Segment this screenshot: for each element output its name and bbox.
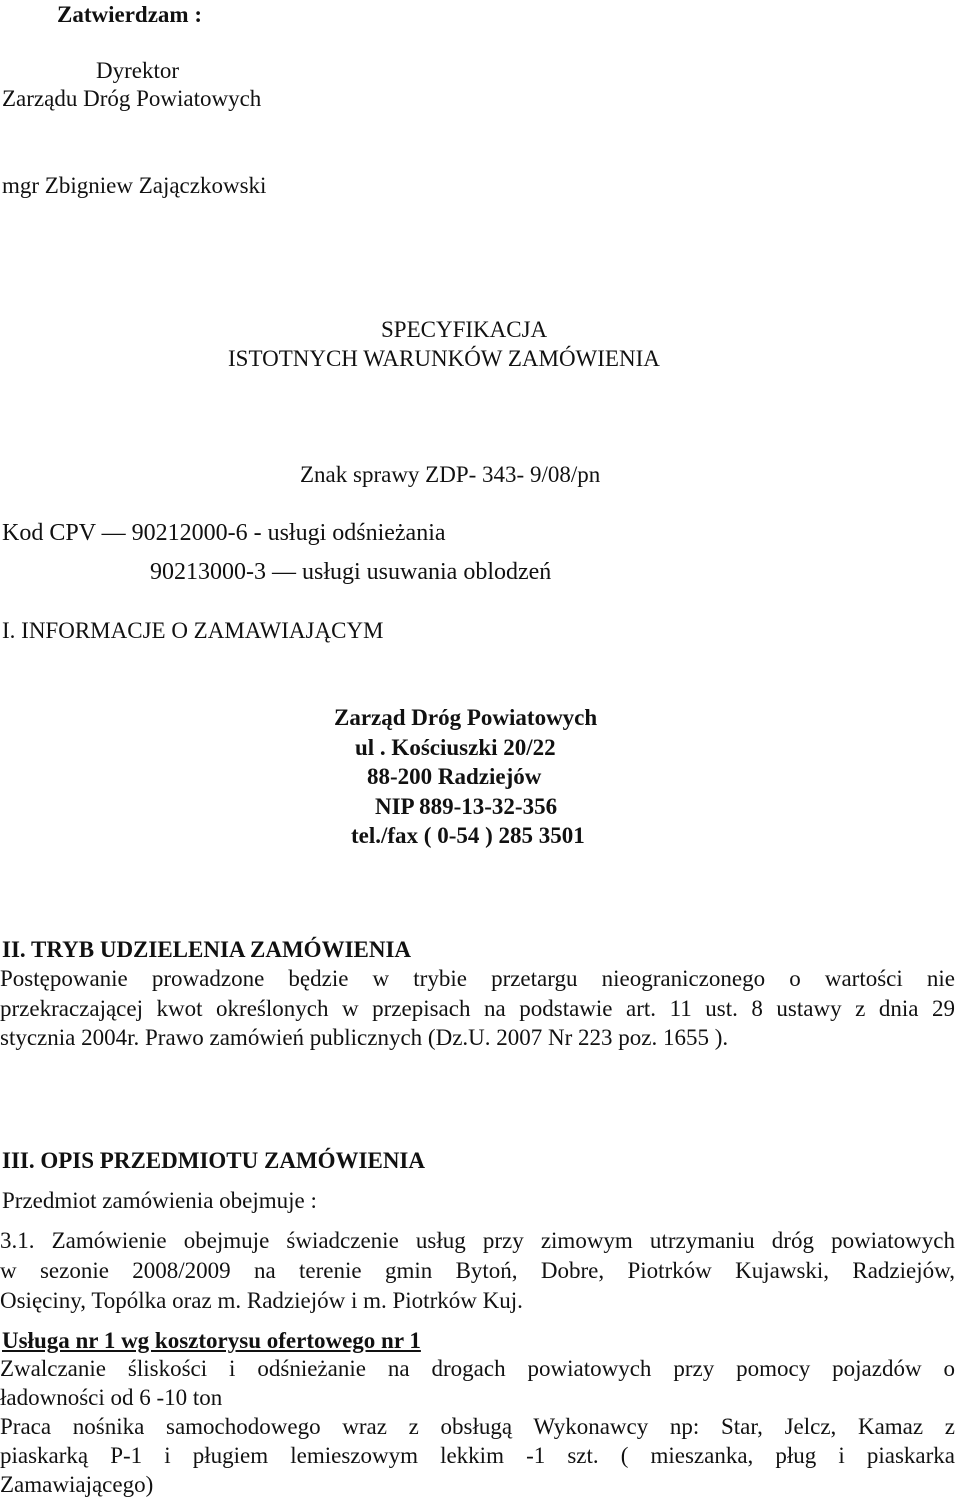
service-line5: Zamawiającego) xyxy=(0,1472,154,1497)
case-number: Znak sprawy ZDP- 343- 9/08/pn xyxy=(300,462,601,487)
approval-heading: Zatwierdzam : xyxy=(57,2,202,27)
section2-line1: Postępowanie prowadzone będzie w trybie przetargu nieograniczonego o wartości nie xyxy=(0,966,955,991)
section3-heading: III. OPIS PRZEDMIOTU ZAMÓWIENIA xyxy=(2,1148,425,1173)
service-line4: piaskarką P-1 i pługiem lemieszowym lekkim -1 szt. ( mieszanka, pług i piaskarka xyxy=(0,1443,955,1468)
section3-intro: Przedmiot zamówienia obejmuje : xyxy=(2,1188,317,1213)
section3-p1-line2: w sezonie 2008/2009 na terenie gmin Bytoń, Dobre, Piotrków Kujawski, Radziejów, xyxy=(0,1258,955,1283)
section3-p1-line3: Osięciny, Topólka oraz m. Radziejów i m. Piotrków Kuj. xyxy=(0,1288,523,1313)
approver-name: mgr Zbigniew Zajączkowski xyxy=(2,173,267,198)
section2-line2: przekraczającej kwot określonych w przepisach na podstawie art. 11 ust. 8 ustawy z dnia 29 xyxy=(0,996,955,1021)
cpv-code-line1: Kod CPV — 90212000-6 - usługi odśnieżania xyxy=(2,520,446,546)
service-heading: Usługa nr 1 wg kosztorysu ofertowego nr 1 xyxy=(2,1328,421,1353)
approval-title-line1: Dyrektor xyxy=(96,58,180,83)
approval-title-line2: Zarządu Dróg Powiatowych xyxy=(2,86,262,111)
spec-title-line1: SPECYFIKACJA xyxy=(381,317,548,342)
service-line2: ładowności od 6 -10 ton xyxy=(0,1385,223,1410)
org-nip: NIP 889-13-32-356 xyxy=(375,794,558,819)
service-line1: Zwalczanie śliskości i odśnieżanie na drogach powiatowych przy pomocy pojazdów o xyxy=(0,1356,955,1381)
section2-line3: stycznia 2004r. Prawo zamówień publicznych (Dz.U. 2007 Nr 223 poz. 1655 ). xyxy=(0,1025,729,1050)
org-phone: tel./fax ( 0-54 ) 285 3501 xyxy=(351,823,585,848)
spec-title-line2: ISTOTNYCH WARUNKÓW ZAMÓWIENIA xyxy=(228,346,660,371)
section2-heading: II. TRYB UDZIELENIA ZAMÓWIENIA xyxy=(2,937,412,962)
org-name: Zarząd Dróg Powiatowych xyxy=(334,705,598,730)
section1-heading: I. INFORMACJE O ZAMAWIAJĄCYM xyxy=(2,618,384,643)
section3-p1-line1: 3.1. Zamówienie obejmuje świadczenie usług przy zimowym utrzymaniu dróg powiatowych xyxy=(0,1228,955,1253)
org-city: 88-200 Radziejów xyxy=(367,764,542,789)
service-line3: Praca nośnika samochodowego wraz z obsługą Wykonawcy np: Star, Jelcz, Kamaz z xyxy=(0,1414,955,1439)
cpv-code-line2: 90213000-3 — usługi usuwania oblodzeń xyxy=(150,559,552,585)
org-street: ul . Kościuszki 20/22 xyxy=(355,735,556,760)
